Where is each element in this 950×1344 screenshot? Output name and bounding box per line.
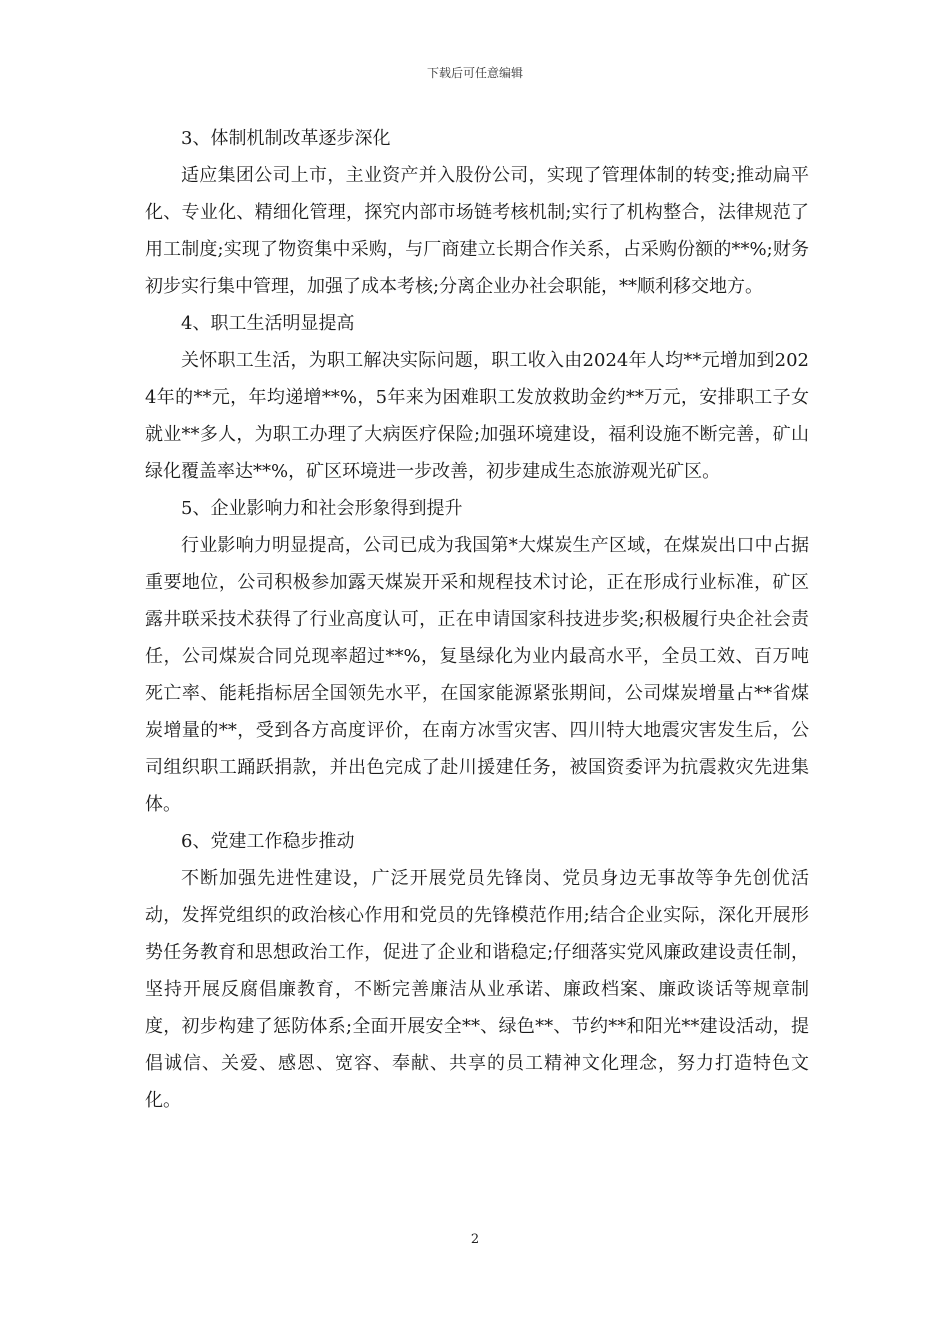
section-paragraph-5: 行业影响力明显提高，公司已成为我国第*大煤炭生产区域，在煤炭出口中占据重要地位，公司积极参加露天煤炭开采和规程技术讨论，正在形成行业标准，矿区露井联采技术获得了行业高度认可，正在申请国家科技进步奖;积极履行央企社会责任，公司煤炭合同兑现率超过**%，复垦绿化为业内最高水平，全员工效、百万吨死亡率、能耗指标居全国领先水平，在国家能源紧张期间，公司煤炭增量占**省煤炭增量的**，受到各方高度评价，在南方冰雪灾害、四川特大地震灾害发生后，公司组织职工踊跃捐款，并出色完成了赴川援建任务，被国资委评为抗震救灾先进集体。 bbox=[145, 535, 809, 815]
section-heading-6: 6、党建工作稳步推动 bbox=[181, 831, 355, 852]
section-paragraph-6: 不断加强先进性建设，广泛开展党员先锋岗、党员身边无事故等争先创优活动，发挥党组织的政治核心作用和党员的先锋模范作用;结合企业实际，深化开展形势任务教育和思想政治工作，促进了企业和谐稳定;仔细落实党风廉政建设责任制，坚持开展反腐倡廉教育，不断完善廉洁从业承诺、廉政档案、廉政谈话等规章制度，初步构建了惩防体系;全面开展安全**、绿色**、节约**和阳光**建设活动，提倡诚信、关爱、感恩、宽容、奉献、共享的员工精神文化理念，努力打造特色文化。 bbox=[145, 868, 809, 1111]
section-heading-4: 4、职工生活明显提高 bbox=[181, 313, 355, 334]
section-heading-5: 5、企业影响力和社会形象得到提升 bbox=[181, 498, 463, 519]
section-paragraph-3: 适应集团公司上市，主业资产并入股份公司，实现了管理体制的转变;推动扁平化、专业化、精细化管理，探究内部市场链考核机制;实行了机构整合，法律规范了用工制度;实现了物资集中采购，与厂商建立长期合作关系，占采购份额的**%;财务初步实行集中管理，加强了成本考核;分离企业办社会职能，**顺利移交地方。 bbox=[145, 165, 809, 297]
header-note: 下载后可任意编辑 bbox=[426, 66, 523, 80]
document-body bbox=[145, 120, 809, 1119]
page-number: 2 bbox=[470, 1232, 480, 1247]
section-paragraph-4: 关怀职工生活，为职工解决实际问题，职工收入由2024年人均**元增加到2024年的**元，年均递增**%，5年来为困难职工发放救助金约**万元，安排职工子女就业**多人，为职工办理了大病医疗保险;加强环境建设，福利设施不断完善，矿山绿化覆盖率达**%，矿区环境进一步改善，初步建成生态旅游观光矿区。 bbox=[145, 350, 809, 482]
section-heading-3: 3、体制机制改革逐步深化 bbox=[181, 128, 391, 149]
